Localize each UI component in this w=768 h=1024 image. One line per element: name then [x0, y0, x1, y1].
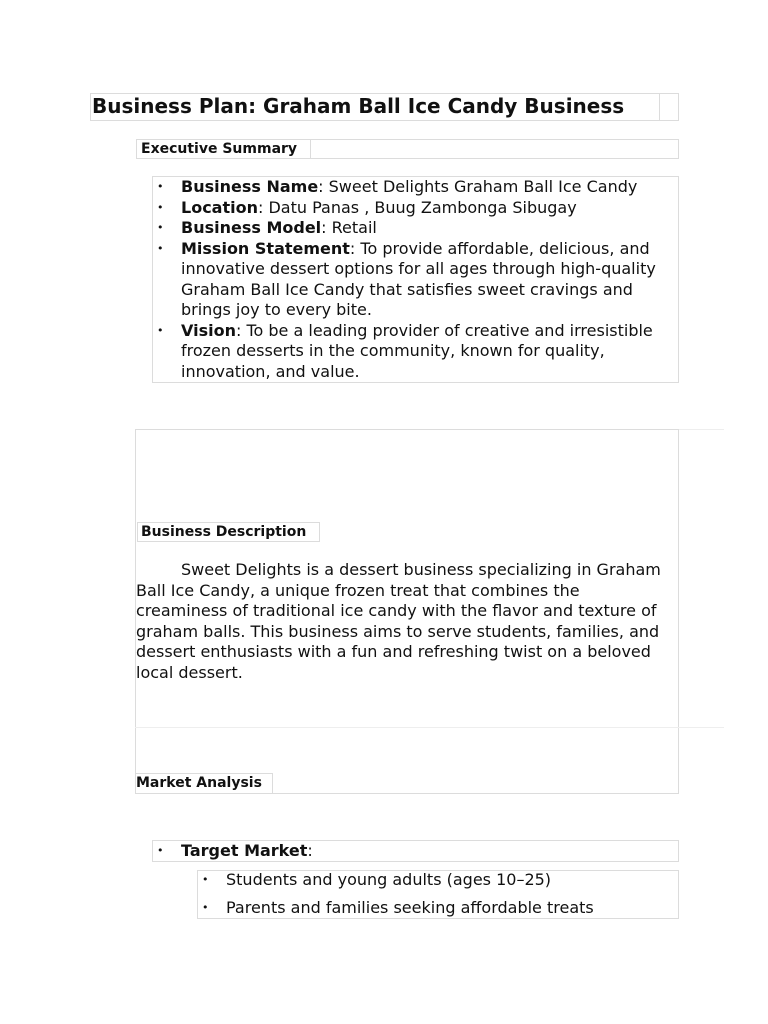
item-label: Business Name — [181, 177, 319, 196]
bullet-icon: • — [157, 323, 164, 337]
bullet-icon: • — [157, 200, 164, 214]
sub-item-text: Parents and families seeking affordable treats — [226, 898, 594, 917]
item-label: Vision — [181, 320, 236, 340]
divider — [135, 727, 724, 728]
business-description-paragraph: Sweet Delights is a dessert business specializing in Graham Ball Ice Candy, a unique frozen treat that combines the creaminess of traditional ice candy with the flavor and texture of graham balls. This business aims to serve students, families, and dessert enthusiasts with a fun and refreshing twist on a beloved local dessert. — [136, 560, 661, 682]
list-item — [157, 177, 671, 198]
item-text: : Sweet Delights Graham Ball Ice Candy — [318, 177, 638, 196]
sub-item-text: Students and young adults (ages 10–25) — [226, 870, 552, 889]
list-item — [157, 197, 671, 219]
item-label: Business Model — [181, 218, 322, 237]
business-description-heading: Business Description — [141, 524, 307, 540]
bullet-icon: • — [157, 844, 164, 857]
bullet-icon: • — [157, 221, 164, 234]
item-text: : To provide affordable, delicious, and innovative dessert options for all ages through high-quality Graham Ball Ice Candy that satisfies sweet cravings and brings joy to every bite. — [181, 238, 656, 319]
exec-summary-list — [157, 177, 671, 382]
bullet-icon: • — [202, 873, 209, 886]
list-item — [202, 898, 594, 919]
item-label: Location — [181, 197, 258, 217]
market-analysis-heading: Market Analysis — [136, 775, 262, 791]
page-title: Business Plan: Graham Ball Ice Candy Business — [92, 94, 625, 118]
bullet-icon: • — [157, 180, 164, 193]
divider — [679, 429, 724, 430]
list-item — [157, 320, 671, 383]
target-market-item — [157, 841, 313, 862]
exec-summary-heading: Executive Summary — [141, 141, 298, 157]
bullet-icon: • — [157, 241, 164, 255]
item-text: : Datu Panas , Buug Zambonga Sibugay — [257, 197, 577, 217]
target-market-suffix: : — [307, 841, 313, 860]
list-item — [157, 238, 671, 321]
bullet-icon: • — [202, 901, 209, 914]
item-label: Mission Statement — [181, 238, 350, 258]
list-item — [202, 870, 552, 891]
item-text: : To be a leading provider of creative and irresistible frozen desserts in the community, known for quality, innovation, and value. — [181, 320, 653, 381]
target-market-label: Target Market — [181, 841, 308, 860]
list-item — [157, 218, 671, 239]
item-text: : Retail — [321, 218, 377, 237]
